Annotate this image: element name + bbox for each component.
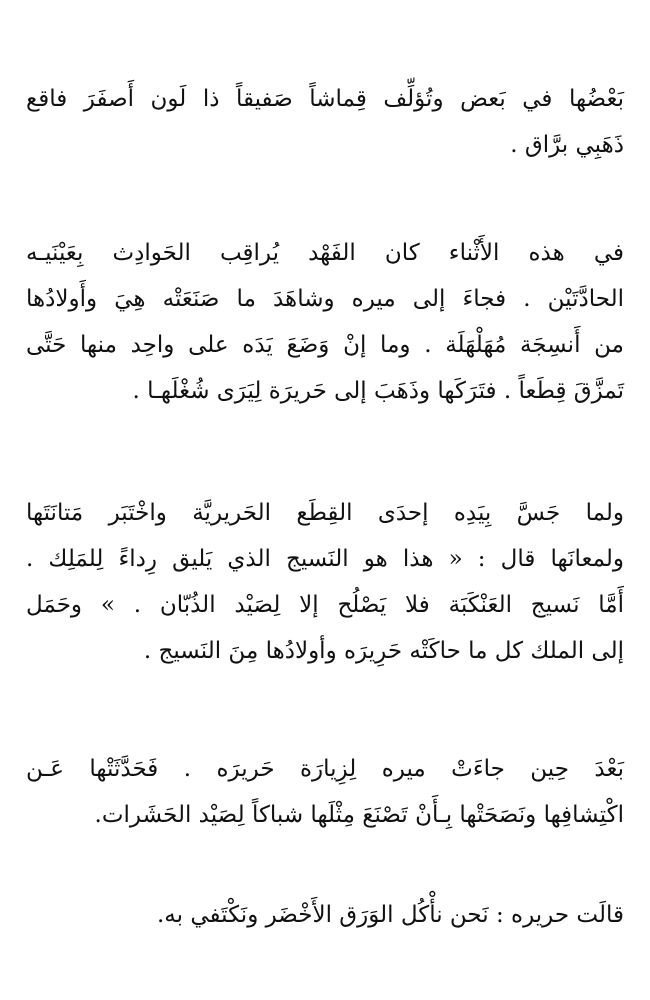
text-line: الحادَّتَيْن . فجاءَ إلى ميره وشاهَدَ ما صَنَعَتْه هِيَ وأَولادُها: [26, 286, 624, 312]
paragraph-3: [26, 490, 624, 674]
text-line: إلى الملك كل ما حاكَتْه حَرِيرَه وأولادُها مِنَ النَسيج .: [143, 638, 624, 664]
paragraph-1: [26, 76, 624, 168]
text-line: في هذه الأَثْناء كان الفَهْد يُراقِب الحَوادِث بِعَيْنَيـه: [26, 240, 624, 266]
text-line: بَعْضُها في بَعض وتُؤلِّف قِماشاً صَفيقاً ذا لَون أَصفَرَ فاقع: [26, 86, 624, 112]
paragraph-5: [26, 892, 624, 938]
text-line: ولمعانَها قال : « هذا هو النَسيج الذي يَليق رِداءً لِلمَلِك .: [26, 546, 624, 572]
paragraph-4: [26, 746, 624, 838]
text-line: ولما جَسَّ بِيَدِه إحدَى القِطَع الحَريريَّة واخْتَبَر مَتانَتَها: [26, 500, 624, 526]
text-line: ذَهَبِي برَّاق .: [510, 132, 624, 158]
text-line: قالَت حريره : نَحن نأْكُل الوَرَق الأَخْضَر ونَكْتَفي به.: [156, 902, 624, 928]
text-line: بَعْدَ حِين جاءَتْ ميره لِزِيارَة حَريرَه . فَحَدَّثَتْها عَـن: [26, 756, 624, 782]
text-line: تَمزَّقَ قِطَعاً . فتَرَكَها وذَهَبَ إلى حَريرَة لِيَرَى شُغْلَهـا .: [132, 378, 624, 404]
text-line: من أَنسِجَة مُهَلْهَلَة . وما إنْ وَضَعَ يَدَه على واحِد منها حَتَّى: [26, 332, 624, 358]
text-line: أَمَّا نَسيج العَنْكَبَة فلا يَصْلُح إلا لِصَيْد الذُبّان . » وحَمَل: [26, 592, 624, 618]
text-line: اكْتِشافِها ونَصَحَتْها بِـأَنْ تَصْنَعَ مِثْلَها شباكاً لِصَيْد الحَشَرات.: [94, 802, 624, 828]
paragraph-2: [26, 230, 624, 414]
